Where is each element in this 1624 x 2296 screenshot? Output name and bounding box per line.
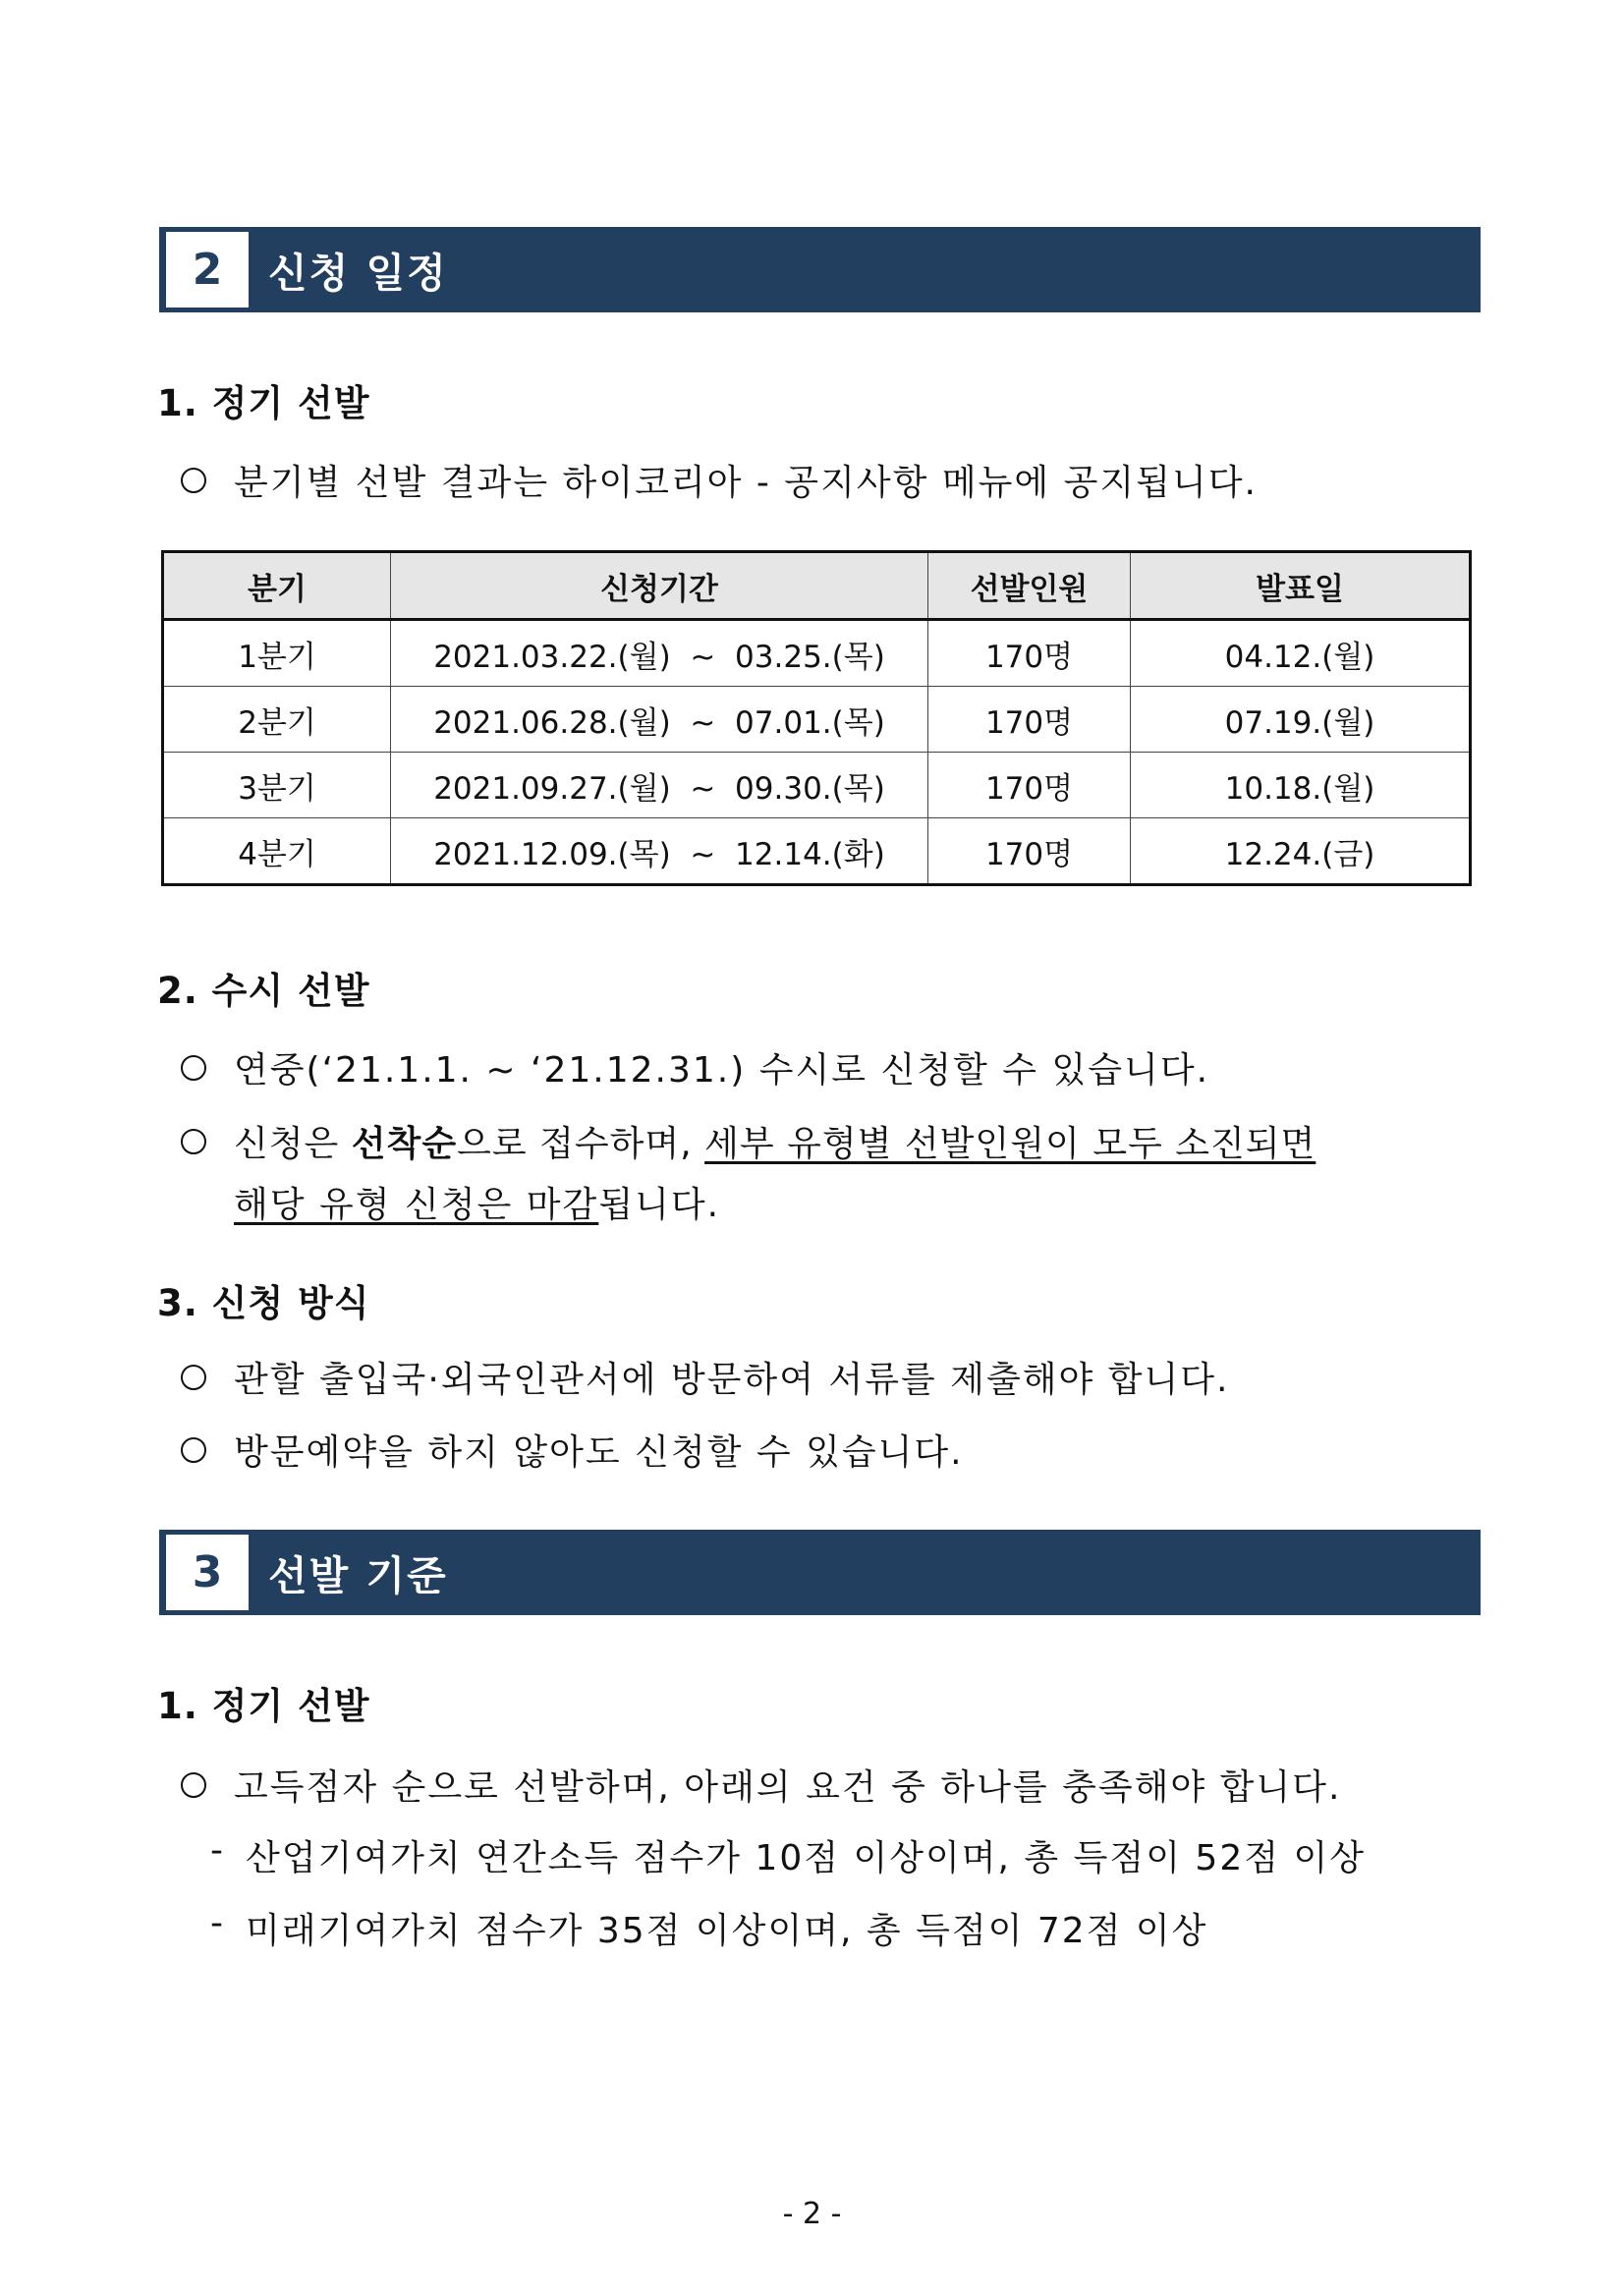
column-header: 선발인원 bbox=[928, 552, 1131, 620]
table-row bbox=[163, 620, 1471, 687]
text-segment: 됩니다. bbox=[598, 1185, 721, 1225]
no-reservation-text: 방문예약을 하지 않아도 신청할 수 있습니다. bbox=[234, 1432, 964, 1473]
circle-bullet-icon bbox=[181, 1772, 206, 1798]
subheading-regular-selection: 1. 정기 선발 bbox=[157, 1685, 370, 1727]
count-cell: 170명 bbox=[928, 687, 1131, 753]
section-title: 신청 일정 bbox=[268, 250, 448, 297]
period-cell: 2021.09.27.(월) ~ 09.30.(목) bbox=[391, 753, 928, 818]
criteria-intro-text: 고득점자 순으로 선발하며, 아래의 요건 중 하나를 충족해야 합니다. bbox=[234, 1767, 1342, 1808]
dash-bullet: - bbox=[210, 1903, 223, 1943]
column-header: 신청기간 bbox=[391, 552, 928, 620]
table-row bbox=[163, 687, 1471, 753]
notice-text: 분기별 선발 결과는 하이코리아 - 공지사항 메뉴에 공지됩니다. bbox=[234, 463, 1258, 503]
underlined-text: 세부 유형별 선발인원이 모두 소진되면 bbox=[704, 1124, 1316, 1164]
period-cell: 2021.12.09.(목) ~ 12.14.(화) bbox=[391, 818, 928, 885]
circle-bullet-icon bbox=[181, 1365, 206, 1390]
section-number: 2 bbox=[166, 232, 249, 308]
count-cell: 170명 bbox=[928, 620, 1131, 687]
table-row bbox=[163, 753, 1471, 818]
section-header-3 bbox=[159, 1530, 1481, 1615]
text-segment: 으로 접수하며, bbox=[457, 1124, 705, 1164]
column-header: 발표일 bbox=[1131, 552, 1471, 620]
section-title: 선발 기준 bbox=[268, 1552, 448, 1599]
closing-text bbox=[234, 1177, 720, 1227]
period-cell: 2021.03.22.(월) ~ 03.25.(목) bbox=[391, 620, 928, 687]
underlined-text: 해당 유형 신청은 마감 bbox=[234, 1185, 599, 1225]
text-segment: 신청은 bbox=[234, 1124, 352, 1164]
date-cell: 04.12.(월) bbox=[1131, 620, 1471, 687]
requirement-1-text: 산업기여가치 연간소득 점수가 10점 이상이며, 총 득점이 52점 이상 bbox=[246, 1838, 1367, 1878]
bold-text: 선착순 bbox=[351, 1124, 458, 1164]
circle-bullet-icon bbox=[181, 468, 206, 493]
date-cell: 10.18.(월) bbox=[1131, 753, 1471, 818]
column-header: 분기 bbox=[163, 552, 391, 620]
subheading-application-method: 3. 신청 방식 bbox=[157, 1282, 370, 1324]
visit-office-text: 관할 출입국·외국인관서에 방문하여 서류를 제출해야 합니다. bbox=[234, 1360, 1230, 1400]
section-number: 3 bbox=[166, 1535, 249, 1610]
table-header-row bbox=[163, 552, 1471, 620]
count-cell: 170명 bbox=[928, 818, 1131, 885]
first-come-text bbox=[234, 1116, 1316, 1166]
quarter-cell: 4분기 bbox=[163, 818, 391, 885]
date-cell: 12.24.(금) bbox=[1131, 818, 1471, 885]
page-number: - 2 - bbox=[782, 2197, 842, 2231]
count-cell: 170명 bbox=[928, 753, 1131, 818]
dash-bullet: - bbox=[210, 1830, 223, 1871]
quarter-cell: 2분기 bbox=[163, 687, 391, 753]
circle-bullet-icon bbox=[181, 1055, 206, 1081]
circle-bullet-icon bbox=[181, 1437, 206, 1463]
period-cell: 2021.06.28.(월) ~ 07.01.(목) bbox=[391, 687, 928, 753]
schedule-table bbox=[161, 550, 1472, 886]
circle-bullet-icon bbox=[181, 1129, 206, 1154]
table-row bbox=[163, 818, 1471, 885]
requirement-2-text: 미래기여가치 점수가 35점 이상이며, 총 득점이 72점 이상 bbox=[246, 1911, 1208, 1951]
quarter-cell: 1분기 bbox=[163, 620, 391, 687]
subheading-regular-selection: 1. 정기 선발 bbox=[157, 382, 370, 424]
quarter-cell: 3분기 bbox=[163, 753, 391, 818]
year-round-text: 연중(‘21.1.1. ~ ‘21.12.31.) 수시로 신청할 수 있습니다. bbox=[234, 1050, 1210, 1091]
subheading-occasional-selection: 2. 수시 선발 bbox=[157, 970, 370, 1012]
section-header-2 bbox=[159, 227, 1481, 312]
date-cell: 07.19.(월) bbox=[1131, 687, 1471, 753]
